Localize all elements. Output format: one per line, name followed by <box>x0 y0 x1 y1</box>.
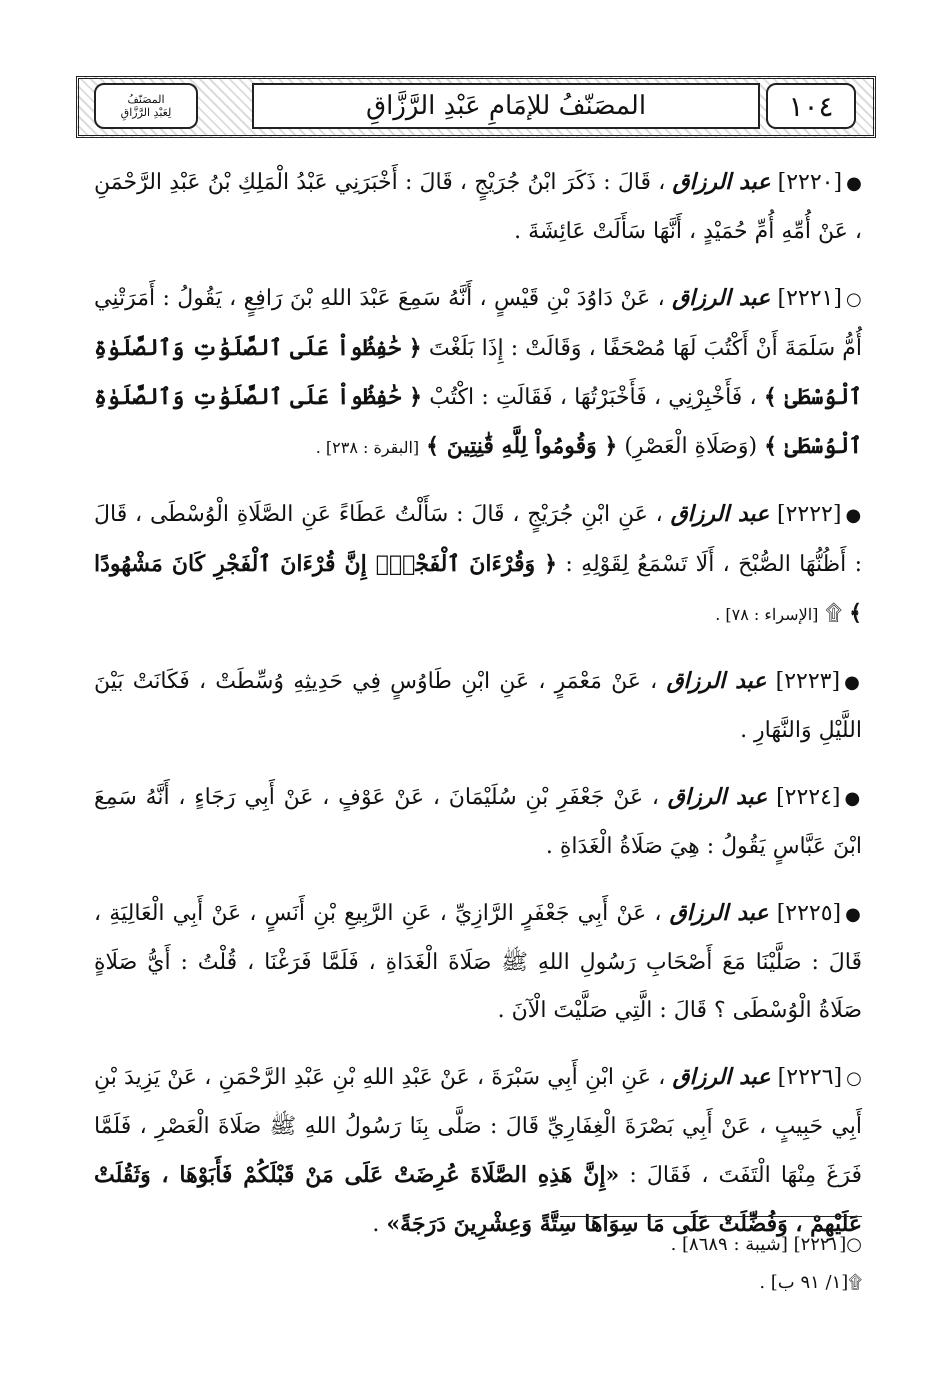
footnote-divider <box>560 1216 862 1217</box>
header-title-box <box>252 83 760 129</box>
page-header <box>76 76 876 138</box>
entry-text: ، عَنْ مَعْمَرٍ ، عَنِ ابْنِ طَاوُسٍ فِي حَدِيثِهِ وُسِّطَتْ ، فَكَانَتْ بَيْنَ اللَّيْلِ وَالنَّهَارِ . <box>94 669 862 743</box>
entry-bullet: ○ <box>845 289 862 310</box>
entry-text: . <box>372 1212 380 1237</box>
logo-line-1: المصَنّفُ <box>127 93 165 106</box>
entry-number: [٢٢٢٣] <box>775 669 841 694</box>
entry-author: عبد الرزاق <box>672 285 771 311</box>
entry-text: ، عَنْ جَعْفَرِ بْنِ سُلَيْمَانَ ، عَنْ عَوْفٍ ، عَنْ أَبِي رَجَاءٍ ، أَنَّهُ سَمِعَ ابْنَ عَبَّاسٍ يَقُولُ : هِيَ صَلَاةُ الْغَدَاةِ . <box>94 785 862 859</box>
entry-text: (وَصَلَاةِ الْعَصْرِ) <box>624 434 758 459</box>
entry-author: عبد الرزاق <box>670 501 770 527</box>
footnote-item: ۩[١/ ٩١ ب] . <box>759 1272 862 1293</box>
quran-quote: ﴿ وَقُرْءَانَ ٱلْفَجْرِۖ إِنَّ قُرْءَانَ ٱلْفَجْرِ كَانَ مَشْهُودًا ﴾ <box>94 551 862 626</box>
entry-bullet: ● <box>845 904 863 925</box>
hadith-entry-2224 <box>94 773 862 871</box>
quran-quote: ﴿ وَقُومُواْ لِلَّهِ قَٰنِتِينَ ﴾ <box>426 433 618 459</box>
page-number: ١٠٤ <box>788 89 834 123</box>
hadith-entry-2221 <box>94 274 862 472</box>
entry-bullet: ○ <box>846 1068 863 1089</box>
hadith-entry-2226 <box>94 1053 862 1249</box>
entry-author: عبد الرزاق <box>667 784 768 810</box>
entry-number: [٢٢٢٦] <box>777 1065 843 1090</box>
hadith-entry-2223 <box>94 657 862 755</box>
entry-text: ، عَنِ ابْنِ أَبِي سَبْرَةَ ، عَنْ عَبْدِ اللهِ بْنِ عَبْدِ الرَّحْمَنِ ، عَنْ يَزِيدَ بْنِ أَبِي حَبِيبٍ ، عَنْ أَبِي بَصْرَةَ الْغِفَارِيِّ قَالَ : صَلَّى بِنَا رَسُولُ اللهِ ﷺ صَلَاةَ الْعَصْرِ ، فَلَمَّا فَرَغَ مِنْهَا الْتَفَتَ ، فَقَالَ : <box>94 1065 863 1188</box>
entry-text: ، قَالَ : ذَكَرَ ابْنُ جُرَيْجٍ ، قَالَ : أَخْبَرَنِي عَبْدُ الْمَلِكِ بْنُ عَبْدِ الرَّحْمَنِ ، عَنْ أُمِّهِ أُمِّ حُمَيْدٍ ، أَنَّهَا سَأَلَتْ عَائِشَةَ . <box>94 170 862 244</box>
entry-number: [٢٢٢٢] <box>777 502 842 527</box>
page-number-box <box>766 83 856 129</box>
entry-number: [٢٢٢٥] <box>776 901 842 926</box>
quran-reference: [البقرة : ٢٣٨] . <box>315 438 420 457</box>
entry-author: عبد الرزاق <box>672 169 771 195</box>
entry-bullet: ● <box>845 505 862 526</box>
header-logo <box>94 83 198 129</box>
entry-bullet: ● <box>844 788 862 809</box>
entry-number: [٢٢٢٠] <box>777 170 843 195</box>
entry-number: [٢٢٢١] <box>777 286 842 311</box>
quran-quote: ﴿ حَٰفِظُواْ عَلَى ٱلصَّلَوَٰتِ وَٱلصَّلَوٰةِ ٱلْوُسْطَىٰ ﴾ <box>94 384 862 459</box>
entry-author: عبد الرزاق <box>672 1064 771 1090</box>
book-title: المصَنّفُ للإمَامِ عَبْدِ الرَّزَّاقِ <box>365 91 647 121</box>
entry-number: [٢٢٢٤] <box>776 785 841 810</box>
footnote-item: ○[٢٢٢١] [شيبة : ٨٦٨٩] . <box>670 1234 862 1255</box>
footnotes <box>94 1226 862 1302</box>
hadith-entry-2222 <box>94 490 862 639</box>
folio-marker: ۩ <box>825 601 843 626</box>
entry-bullet: ● <box>846 173 862 194</box>
hadith-entry-2220 <box>94 158 862 256</box>
entry-text: ، عَنْ دَاوُدَ بْنِ قَيْسٍ ، أَنَّهُ سَمِعَ عَبْدَ اللهِ بْنَ رَافِعٍ ، يَقُولُ : أَمَرَتْنِي أُمُّ سَلَمَةَ أَنْ أَكْتُبَ لَهَا مُصْحَفًا ، وَقَالَتْ : إِذَا بَلَغْتَ <box>94 286 862 361</box>
entry-text: ، عَنْ أَبِي جَعْفَرٍ الرَّازِيِّ ، عَنِ الرَّبِيعِ بْنِ أَنَسٍ ، عَنْ أَبِي الْعَالِيَةِ ، قَالَ : صَلَّيْنَا مَعَ أَصْحَابِ رَسُولِ اللهِ ﷺ صَلَاةَ الْغَدَاةِ ، فَلَمَّا فَرَغْنَا ، قُلْتُ : أَيُّ صَلَاةٍ صَلَاةُ الْوُسْطَى ؟ قَالَ : الَّتِي صَلَّيْتَ الْآنَ . <box>94 901 862 1023</box>
entry-bullet: ● <box>844 672 862 693</box>
entry-text: ، فَأَخْبِرْنِي ، فَأَخْبَرْتُهَا ، فَقَالَتِ : اكْتُبْ <box>429 385 757 410</box>
page-body <box>94 158 862 1267</box>
entry-text: ، عَنِ ابْنِ جُرَيْجٍ ، قَالَ : سَأَلْتُ عَطَاءً عَنِ الصَّلَاةِ الْوُسْطَى ، قَالَ : أَظُنُّهَا الصُّبْحَ ، أَلَا تَسْمَعُ لِقَوْلِهِ : <box>94 502 863 577</box>
logo-line-2: لِعَبْدِ الرَّزَّاقِ <box>120 106 172 119</box>
quran-quote: ﴿ حَٰفِظُواْ عَلَى ٱلصَّلَوَٰتِ وَٱلصَّلَوٰةِ ٱلْوُسْطَىٰ ﴾ <box>94 335 863 410</box>
entry-author: عبد الرزاق <box>669 900 769 926</box>
quran-reference: [الإسراء : ٧٨] . <box>715 605 819 624</box>
hadith-entry-2225 <box>94 889 862 1035</box>
entry-author: عبد الرزاق <box>666 668 767 694</box>
prophetic-quote: «إِنَّ هَذِهِ الصَّلَاةَ عُرِضَتْ عَلَى مَنْ قَبْلَكُمْ فَأَبَوْهَا ، وَثَقُلَتْ عَلَيْهِمْ ، وَفُضِّلَتْ عَلَى مَا سِوَاهَا سِتَّةً وَعِشْرِينَ دَرَجَةً» <box>94 1162 862 1237</box>
